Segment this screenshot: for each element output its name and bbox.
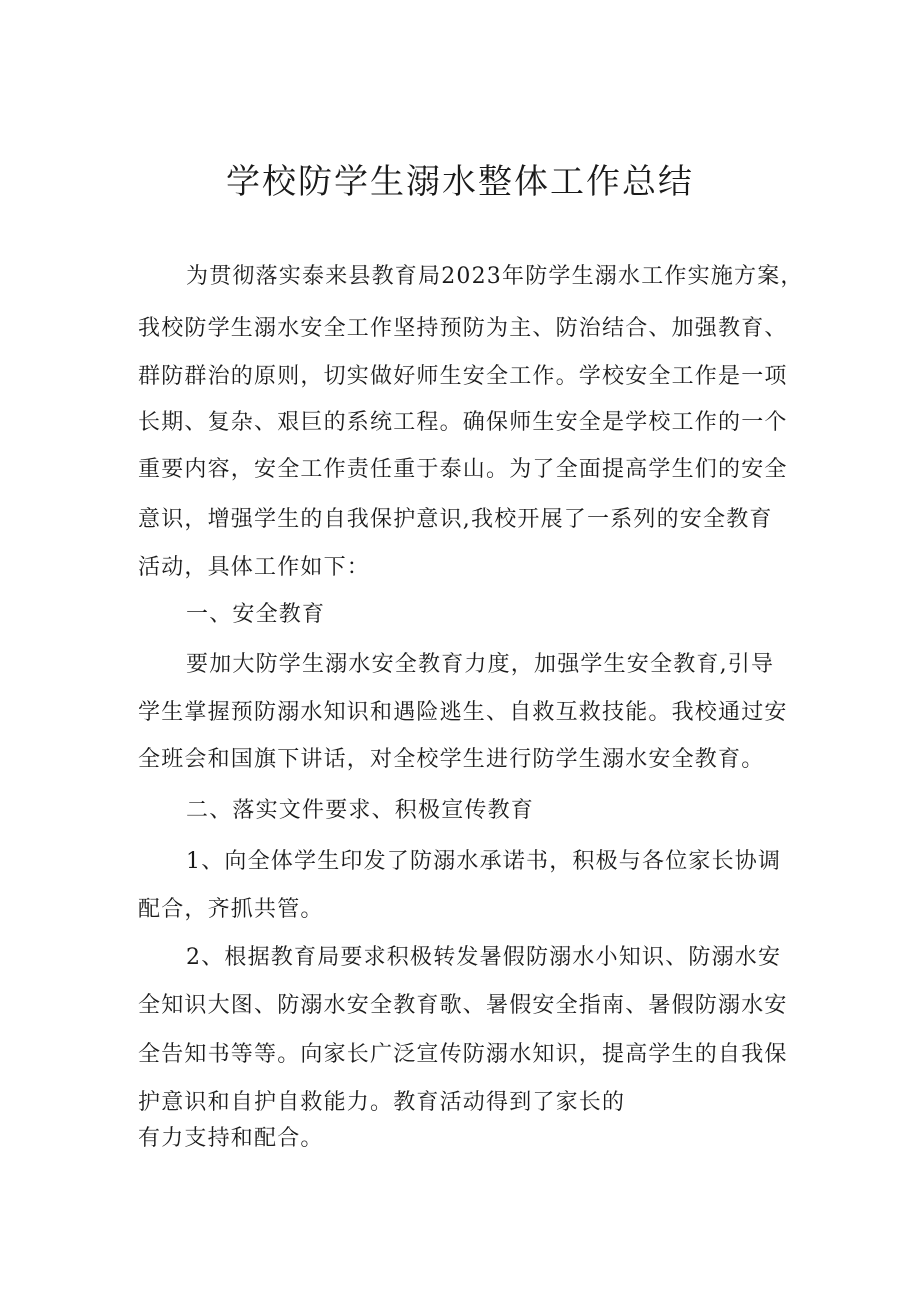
text-line: 全告知书等等。向家长广泛宣传防溺水知识，提高学生的自我保 — [138, 1042, 788, 1067]
text-line: 我校防学生溺水安全工作坚持预防为主、防治结合、加强教育、 — [138, 316, 788, 341]
text-line: 全知识大图、防溺水安全教育歌、暑假安全指南、暑假防溺水安 — [138, 993, 788, 1018]
text-line: 长期、复杂、艰巨的系统工程。确保师生安全是学校工作的一个 — [138, 410, 788, 435]
text-line: 活动，具体工作如下： — [138, 555, 371, 580]
section-heading: 二、落实文件要求、积极宣传教育 — [186, 798, 535, 823]
text-line: 2、根据教育局要求积极转发暑假防溺水小知识、防溺水安 — [186, 945, 782, 970]
text-line: 为贯彻落实泰来县教育局2023年防学生溺水工作实施方案， — [186, 264, 804, 289]
section-heading: 一、安全教育 — [186, 602, 326, 627]
text-line: 重要内容，安全工作责任重于泰山。为了全面提高学生们的安全 — [138, 457, 788, 482]
text-line: 配合，齐抓共管。 — [138, 897, 324, 922]
text-line: 护意识和自护自救能力。教育活动得到了家长的 — [138, 1090, 626, 1115]
text-line: 学生掌握预防溺水知识和遇险逃生、自救互救技能。我校通过安 — [138, 700, 788, 725]
text-line: 有力支持和配合。 — [138, 1126, 324, 1151]
text-line: 意识，增强学生的自我保护意识,我校开展了一系列的安全教育 — [138, 507, 773, 532]
text-line: 要加大防学生溺水安全教育力度，加强学生安全教育,引导 — [186, 652, 775, 677]
text-line: 群防群治的原则，切实做好师生安全工作。学校安全工作是一项 — [138, 364, 788, 389]
text-line: 1、向全体学生印发了防溺水承诺书，积极与各位家长协调 — [186, 849, 782, 874]
page-title: 学校防学生溺水整体工作总结 — [226, 162, 694, 202]
text-line: 全班会和国旗下讲话，对全校学生进行防学生溺水安全教育。 — [138, 747, 765, 772]
